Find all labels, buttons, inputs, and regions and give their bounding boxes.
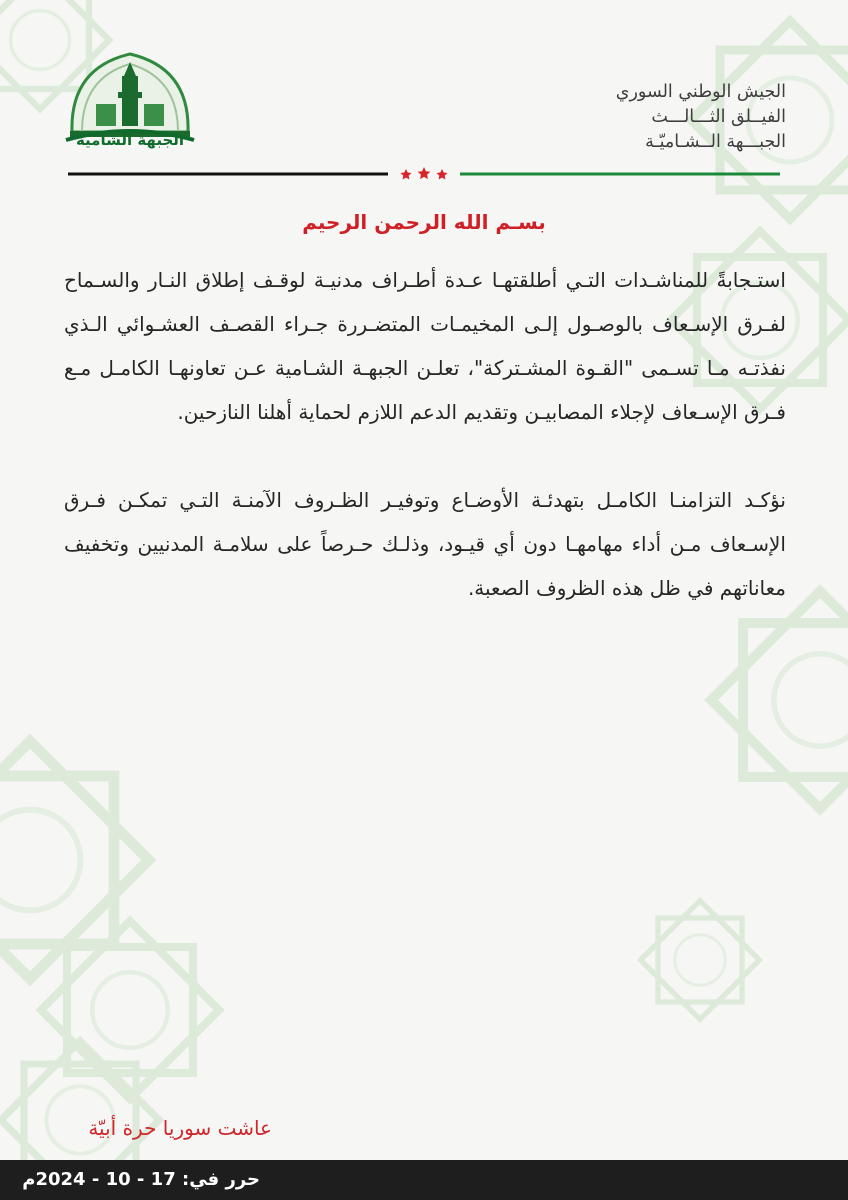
organization-logo (60, 48, 200, 163)
issue-date: حرر في: 17 - 10 - 2024م (22, 1169, 260, 1190)
basmala-heading: بسـم الله الرحمن الرحيم (302, 210, 546, 234)
star-icon (418, 167, 431, 179)
star-icon (401, 169, 412, 179)
logo-text: الجبهة الشامية (75, 131, 185, 149)
logo-emblem-icon (60, 48, 200, 143)
star-icon (437, 169, 448, 179)
closing-slogan: عاشت سوريا حرة أبيّة (88, 1116, 272, 1140)
organization-header (616, 80, 786, 155)
statement-body (64, 258, 786, 610)
flag-divider (68, 166, 780, 182)
header-line-army: الجيش الوطني السوري (615, 82, 786, 102)
footer-bar (0, 1160, 848, 1200)
paragraph-1: استـجابةً للمناشـدات التـي أطلقتهـا عـدة أطـراف مدنيـة لوقـف إطلاق النـار والسـماح لفـرق الإسـعاف بالوصـول إلـى المخيمـات المتضـررة جـراء القصـف العشـوائي الـذي نفذتـه مـا تسـمى "القـوة المشـتركة"، تعلـن الجبهـة الشـامية عـن تعاونهـا الكامـل مـع فـرق الإسـعاف لإجلاء المصابيـن وتقديم الدعم اللازم لحماية أهلنا النازحين. (64, 268, 786, 424)
paragraph-2: نؤكـد التزامنـا الكامـل بتهدئـة الأوضـاع وتوفيـر الظـروف الآمنـة التـي تمكـن فـرق الإسـعاف مـن أداء مهامهـا دون أي قيـود، وذلـك حـرصاً على سلامـة المدنيين وتخفيف معاناتهم في ظل هذه الظروف الصعبة. (64, 488, 786, 600)
header-line-front: الجبـــهة الــشـاميّـة (645, 132, 786, 152)
header-line-corps: الفيــلق الثـــالـــث (651, 107, 786, 127)
